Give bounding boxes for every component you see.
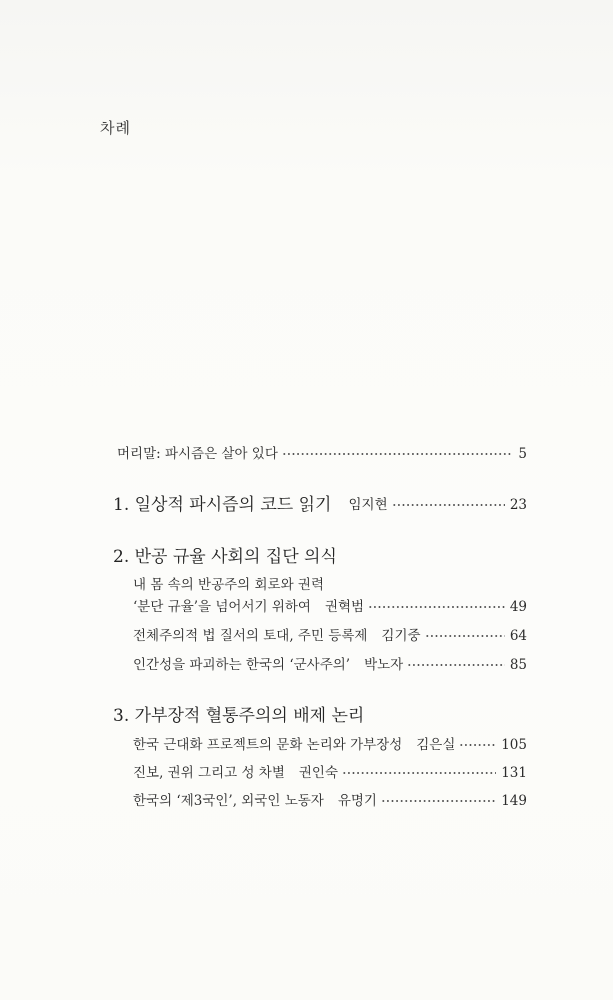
- entry-title: ‘분단 규율’을 넘어서기 위하여: [133, 599, 311, 615]
- entry-author: 권혁범: [324, 599, 365, 615]
- part-heading: 3. 가부장적 혈통주의의 배제 논리: [113, 706, 365, 726]
- toc-chapter-title-line: [133, 575, 527, 595]
- page-number: 149: [501, 793, 527, 809]
- entry-title: 머리말: 파시즘은 살아 있다: [117, 446, 278, 462]
- entry-author: 권인숙: [298, 765, 338, 781]
- entry-title: 전체주의적 법 질서의 토대, 주민 등록제: [133, 628, 368, 644]
- toc-chapter: [133, 763, 527, 783]
- page-number: 85: [509, 657, 527, 673]
- toc-part-1: [113, 495, 527, 515]
- toc-chapter: [133, 735, 527, 755]
- toc-chapter: [133, 626, 527, 646]
- entry-title: 내 몸 속의 반공주의 회로와 권력: [133, 577, 324, 593]
- page-number: 131: [501, 765, 527, 781]
- dot-leader: [392, 495, 505, 515]
- toc-part-2: [113, 547, 527, 567]
- entry-title: 한국 근대화 프로젝트의 문화 논리와 가부장성: [133, 737, 403, 753]
- page-number: 105: [501, 737, 527, 753]
- toc-part-3: [113, 706, 527, 726]
- page-number: 64: [509, 628, 527, 644]
- dot-leader: [459, 735, 496, 755]
- toc-chapter: [133, 597, 527, 617]
- dot-leader: [342, 763, 496, 783]
- entry-author: 김기중: [381, 628, 421, 644]
- page-title: 차례: [100, 119, 131, 137]
- dot-leader: [381, 791, 496, 811]
- entry-author: 임지현: [348, 497, 388, 513]
- page-number: 23: [509, 497, 527, 513]
- entry-author: 유명기: [337, 793, 377, 809]
- entry-author: 박노자: [364, 657, 404, 673]
- dot-leader: [368, 597, 505, 617]
- entry-author: 김은실: [416, 737, 456, 753]
- entry-title: 인간성을 파괴하는 한국의 ‘군사주의’: [133, 657, 351, 673]
- entry-title: 한국의 ‘제3국인’, 외국인 노동자: [133, 793, 324, 809]
- page-number: 5: [518, 446, 527, 462]
- toc-chapter: [133, 655, 527, 675]
- page-number: 49: [509, 599, 527, 615]
- dot-leader: [282, 444, 514, 464]
- dot-leader: [407, 655, 505, 675]
- toc-chapter: [133, 791, 527, 811]
- dot-leader: [425, 626, 505, 646]
- part-heading: 1. 일상적 파시즘의 코드 읽기: [113, 495, 332, 515]
- toc-entry-preface: [117, 444, 527, 464]
- entry-title: 진보, 권위 그리고 성 차별: [133, 765, 285, 781]
- part-heading: 2. 반공 규율 사회의 집단 의식: [113, 547, 337, 567]
